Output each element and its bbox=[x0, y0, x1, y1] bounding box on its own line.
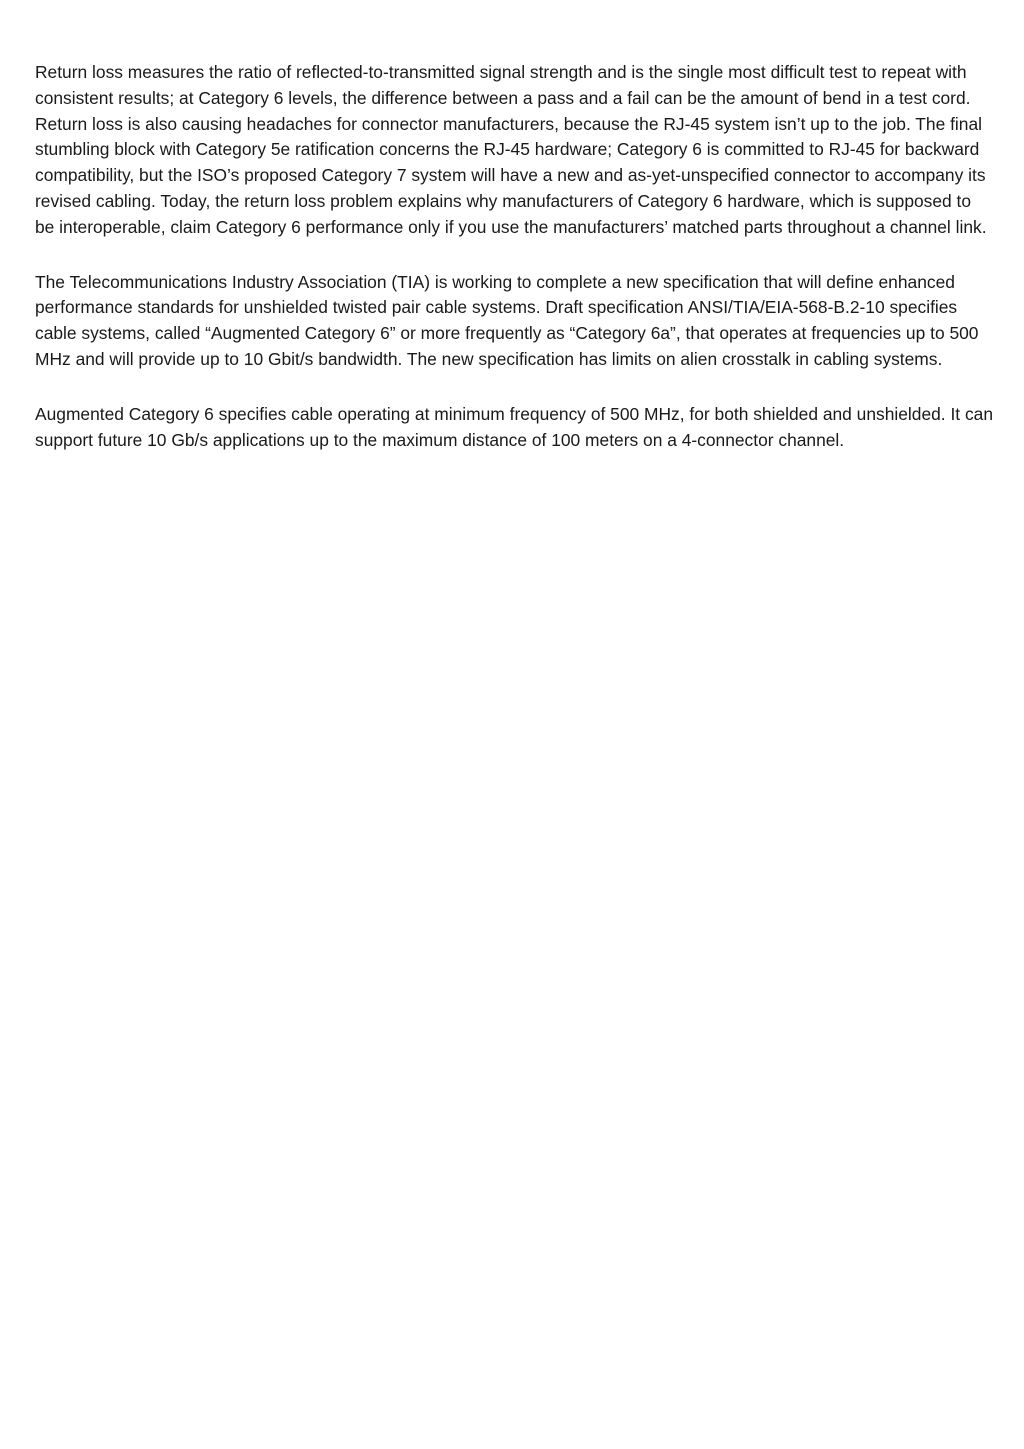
paragraph-tia-specification: The Telecommunications Industry Association (TIA) is working to complete a new specification that will define enhanced performance standards for unshielded twisted pair cable systems. Draft specification ANSI/TIA/EIA-568-B.2-10 specifies cable systems, called “Augmented Category 6” or more frequently as “Category 6a”, that operates at frequencies up to 500 MHz and will provide up to 10 Gbit/s bandwidth. The new specification has limits on alien crosstalk in cabling systems. bbox=[35, 271, 979, 369]
paragraph-return-loss: Return loss measures the ratio of reflected-to-transmitted signal strength and is the single most difficult test to repeat with consistent results; at Category 6 levels, the difference between a pass and a fail can be the amount of bend in a test cord. Return loss is also causing headaches for connector manufacturers, because the RJ-45 system isn’t up to the job. The final stumbling block with Category 5e ratification concerns the RJ-45 hardware; Category 6 is committed to RJ-45 for backward compatibility, but the ISO’s proposed Category 7 system will have a new and as-yet-unspecified connector to accompany its revised cabling. Today, the return loss problem explains why manufacturers of Category 6 hardware, which is supposed to be interoperable, claim Category 6 performance only if you use the manufacturers’ matched parts throughout a channel link. bbox=[35, 62, 987, 237]
paragraph-augmented-category-6: Augmented Category 6 specifies cable operating at minimum frequency of 500 MHz, for both shielded and unshielded. It can support future 10 Gb/s applications up to the maximum distance of 100 meters on a 4-connector channel. bbox=[35, 403, 994, 450]
document-body bbox=[35, 60, 993, 482]
